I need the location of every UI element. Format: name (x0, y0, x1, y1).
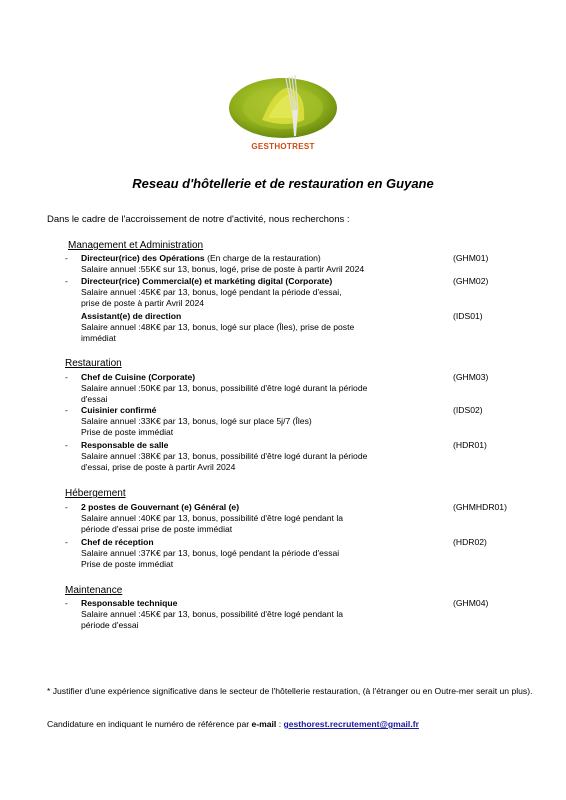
contact-separator: : (276, 719, 284, 729)
page-title: Reseau d'hôtellerie et de restauration en Guyane (132, 176, 434, 191)
job-dash: - (65, 405, 68, 415)
job-dash: - (65, 276, 68, 286)
job-item (65, 502, 525, 535)
job-detail: Salaire annuel :33K€ par 13, bonus, logé sur place 5j/7 (Îles) (81, 416, 312, 426)
job-name: Cuisinier confirmé (81, 405, 157, 415)
job-name: Responsable technique (81, 598, 178, 608)
job-item (65, 537, 525, 570)
job-reference: (HDR02) (453, 537, 487, 547)
job-item (65, 253, 525, 275)
job-item (65, 440, 525, 473)
job-name: Directeur(rice) Commercial(e) et markéting digital (Corporate) (81, 276, 333, 286)
section-title-hebergement: Hébergement (65, 488, 126, 499)
job-reference: (GHMHDR01) (453, 502, 507, 512)
job-reference: (IDS02) (453, 405, 483, 415)
job-item (65, 405, 525, 438)
job-item (65, 276, 525, 309)
job-item (65, 598, 525, 631)
job-detail: Prise de poste immédiat (81, 559, 174, 569)
job-detail: période d'essai (81, 620, 139, 630)
contact-email-label: e-mail (251, 719, 277, 729)
job-name: 2 postes de Gouvernant (e) Général (e) (81, 502, 240, 512)
brand-name: GESTHOTREST (251, 142, 315, 151)
job-detail: Salaire annuel :50K€ par 13, bonus, possibilité d'être logé durant la période (81, 383, 368, 393)
plate-fork-logo-icon (226, 70, 340, 142)
section-title-maintenance: Maintenance (65, 585, 123, 596)
job-dash: - (65, 372, 68, 382)
section-title-management: Management et Administration (68, 240, 204, 251)
job-reference: (GHM01) (453, 253, 489, 263)
intro-text: Dans le cadre de l'accroissement de notre d'activité, nous recherchons : (47, 214, 350, 225)
job-dash: - (65, 502, 68, 512)
job-name: Chef de réception (81, 537, 154, 547)
job-detail: Salaire annuel :38K€ par 13, bonus, possibilité d'être logé durant la période (81, 451, 368, 461)
job-detail: Salaire annuel :40K€ par 13, bonus, possibilité d'être logé pendant la (81, 513, 344, 523)
contact-prefix: Candidature en indiquant le numéro de référence par (47, 719, 252, 729)
job-item (65, 372, 525, 405)
job-detail: Prise de poste immédiat (81, 427, 174, 437)
job-detail: Salaire annuel :37K€ par 13, bonus, logé pendant la période d'essai (81, 548, 340, 558)
footnote: * Justifier d'une expérience significative dans le secteur de l'hôtellerie restauration, (à l'étranger ou en Outre-mer serait un plus). (47, 686, 533, 696)
job-detail: d'essai (81, 394, 108, 404)
job-detail: Salaire annuel :45K€ par 13, bonus, possibilité d'être logé pendant la (81, 609, 344, 619)
job-detail: Salaire annuel :48K€ par 13, bonus, logé sur place (Îles), prise de poste (81, 322, 355, 332)
job-detail: immédiat (81, 333, 116, 343)
job-detail: prise de poste à partir Avril 2024 (81, 298, 205, 308)
contact-email-link[interactable]: gesthorest.recrutement@gmail.fr (283, 719, 419, 729)
job-detail: période d'essai prise de poste immédiat (81, 524, 233, 534)
job-reference: (GHM03) (453, 372, 489, 382)
job-name: Responsable de salle (81, 440, 169, 450)
job-dash: - (65, 537, 68, 547)
section-title-restauration: Restauration (65, 358, 122, 369)
job-item (65, 311, 525, 344)
job-detail: d'essai, prise de poste à partir Avril 2024 (81, 462, 236, 472)
job-extra: (En charge de la restauration) (204, 253, 321, 263)
job-dash: - (65, 598, 68, 608)
job-detail: Salaire annuel :55K€ sur 13, bonus, logé, prise de poste à partir Avril 2024 (81, 264, 365, 274)
job-reference: (GHM04) (453, 598, 489, 608)
job-dash: - (65, 253, 68, 263)
job-detail: Salaire annuel :45K€ par 13, bonus, logé pendant la période d'essai, (81, 287, 342, 297)
job-reference: (GHM02) (453, 276, 489, 286)
job-reference: (HDR01) (453, 440, 487, 450)
job-name: Assistant(e) de direction (81, 311, 182, 321)
job-reference: (IDS01) (453, 311, 483, 321)
job-name: Chef de Cuisine (Corporate) (81, 372, 196, 382)
contact-line (47, 719, 419, 729)
job-name: Directeur(rice) des Opérations (81, 253, 205, 263)
job-dash: - (65, 440, 68, 450)
